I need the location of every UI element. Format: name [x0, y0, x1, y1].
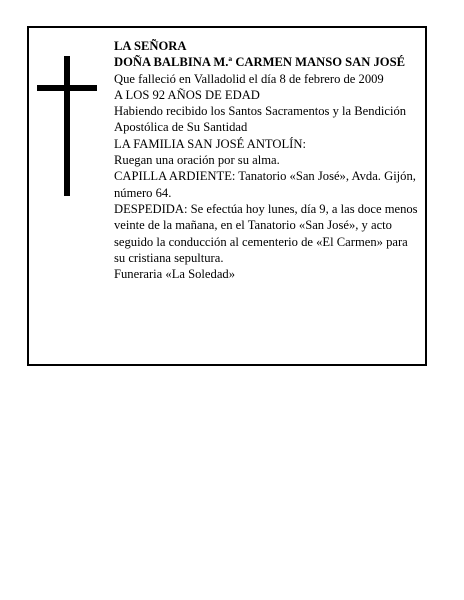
farewell-info: DESPEDIDA: Se efectúa hoy lunes, día 9, a las doce menos veinte de la mañana, en el Tanatorio «San José», y acto seguido la conducción al cementerio de «El Carmen» para su cristiana sepultura.	[114, 201, 418, 265]
sacraments-info: Habiendo recibido los Santos Sacramentos y la Bendición Apostólica de Su Santidad	[114, 104, 407, 135]
obituary-text	[114, 38, 420, 282]
age-info: A LOS 92 AÑOS DE EDAD	[114, 87, 260, 102]
deceased-name: DOÑA BALBINA M.ª CARMEN MANSO SAN JOSÉ	[114, 55, 406, 70]
cross-icon	[37, 56, 97, 196]
chapel-info: CAPILLA ARDIENTE: Tanatorio «San José», Avda. Gijón, número 64.	[114, 169, 416, 200]
prayer-request: Ruegan una oración por su alma.	[114, 153, 280, 168]
cross-horizontal-bar	[37, 85, 97, 91]
death-info: Que falleció en Valladolid el día 8 de febrero de 2009	[114, 71, 384, 86]
family-heading: LA FAMILIA SAN JOSÉ ANTOLÍN:	[114, 136, 306, 151]
cross-vertical-bar	[64, 56, 70, 196]
funeral-home: Funeraria «La Soledad»	[114, 267, 235, 282]
notice-title: LA SEÑORA	[114, 39, 187, 53]
